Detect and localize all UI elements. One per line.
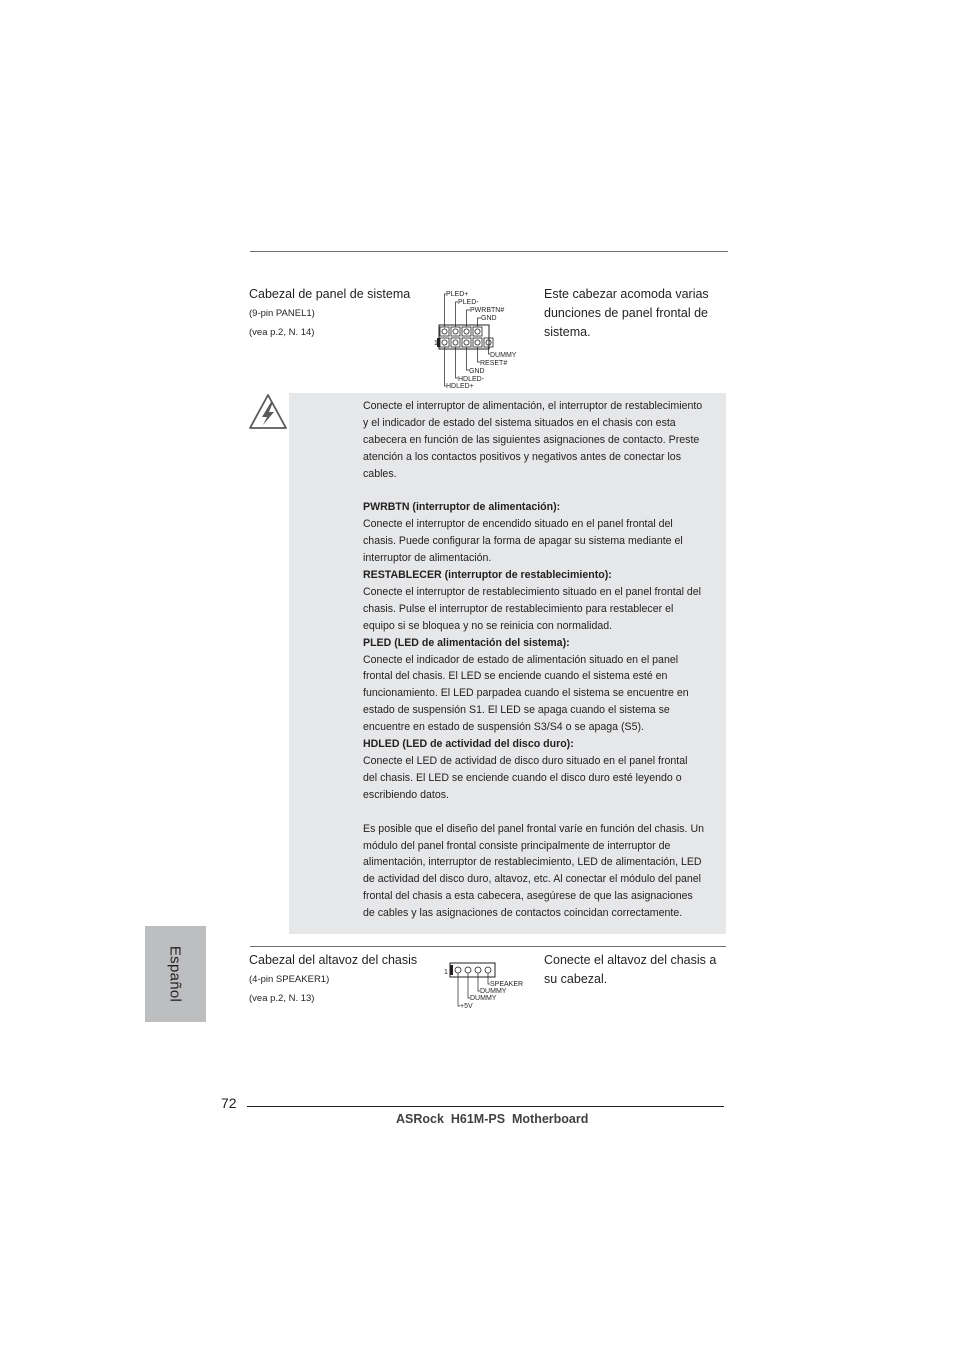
speaker-pin-diagram — [444, 960, 524, 1012]
note-line: interruptor de alimentación. — [363, 552, 492, 565]
pin-label: DUMMY — [490, 352, 517, 359]
pin-label: PWRBTN# — [470, 307, 505, 314]
note-line: alimentación, interruptor de restablecimiento, LED de alimentación, LED — [363, 856, 702, 869]
language-label: Español — [166, 945, 184, 1003]
note-line: encuentre en estado de suspensión S3/S4 o se apaga (S5). — [363, 721, 644, 734]
speaker-pin-one-marker: 1 — [444, 969, 448, 976]
language-side-tab — [145, 926, 206, 1022]
note-line: estado de suspensión S1. El LED se apaga cuando el sistema se — [363, 704, 670, 717]
note-line: módulo del panel frontal consiste principalmente de interruptor de — [363, 839, 671, 852]
footer-rule — [247, 1106, 724, 1107]
desc-line: Conecte el altavoz del chasis a — [544, 953, 717, 967]
pin-label: DUMMY — [480, 988, 507, 995]
pled-heading: PLED (LED de alimentación del sistema): — [363, 636, 570, 649]
note-line: chasis. Pulse el interruptor de restablecimiento para restablecer el — [363, 602, 674, 615]
caution-note-text — [363, 398, 725, 922]
panel-header-title: Cabezal de panel de sistema — [249, 287, 411, 301]
panel-header-ref: (vea p.2, N. 14) — [249, 327, 315, 338]
panel-header-pins: (9-pin PANEL1) — [249, 308, 315, 319]
pin-label: RESET# — [480, 360, 508, 367]
note-line: frontal del chasis. El LED se enciende cuando el sistema esté en — [363, 670, 668, 683]
pwrbtn-heading: PWRBTN (interruptor de alimentación): — [363, 501, 561, 514]
note-line: cabecera en función de las siguientes asignaciones de contacto. Preste — [363, 433, 700, 446]
note-line: del chasis. El LED se enciende cuando el disco duro esté leyendo o — [363, 771, 682, 784]
note-line: escribiendo datos. — [363, 788, 449, 801]
pin-label: HDLED- — [458, 376, 485, 383]
speaker-divider — [250, 946, 726, 947]
speaker-header-title: Cabezal del altavoz del chasis — [249, 953, 418, 967]
warning-icon — [247, 392, 289, 432]
panel-pin-diagram — [434, 288, 518, 388]
pin-label: GND — [481, 315, 497, 322]
note-line: y el indicador de estado del sistema situados en el chasis con esta — [363, 416, 676, 429]
panel-pin-row-top — [440, 327, 482, 336]
speaker-header-pins: (4-pin SPEAKER1) — [249, 974, 330, 985]
panel-pin-one-marker: 1 — [434, 340, 438, 347]
speaker-header-description — [544, 951, 734, 989]
desc-line: dunciones de panel frontal de — [544, 306, 709, 320]
note-line: Conecte el interruptor de encendido situado en el panel frontal del — [363, 518, 673, 531]
desc-line: Este cabezar acomoda varias — [544, 287, 709, 301]
hdled-heading: HDLED (LED de actividad del disco duro): — [363, 738, 574, 751]
note-line: chasis. Puede configurar la forma de apagar su sistema mediante el — [363, 535, 683, 548]
note-line: de cables y las asignaciones de contactos coincidan correctamente. — [363, 907, 683, 920]
desc-line: su cabezal. — [544, 972, 608, 986]
pin-label: SPEAKER — [490, 981, 524, 988]
note-line: Conecte el indicador de estado de alimentación situado en el panel — [363, 653, 679, 666]
note-line: Conecte el LED de actividad de disco duro situado en el panel frontal — [363, 755, 688, 768]
footer-product-name: ASRock H61M-PS Motherboard — [396, 1112, 589, 1126]
speaker-header-ref: (vea p.2, N. 13) — [249, 993, 315, 1004]
note-line: frontal del chasis a esta cabecera, asegúrese de que las asignaciones — [363, 890, 693, 903]
desc-line: sistema. — [544, 325, 591, 339]
note-line: de actividad del disco duro, altavoz, etc. Al conectar el módulo del panel — [363, 873, 702, 886]
note-line: equipo si se bloquea y no se reinicia con normalidad. — [363, 619, 613, 632]
pin-label: HDLED+ — [446, 383, 474, 388]
panel-header-description — [544, 285, 734, 342]
note-line: atención a los contactos positivos y negativos antes de conectar los — [363, 450, 681, 463]
note-line: Es posible que el diseño del panel frontal varíe en función del chasis. Un — [363, 822, 704, 835]
reset-heading: RESTABLECER (interruptor de restablecimiento): — [363, 569, 612, 582]
note-line: Conecte el interruptor de restablecimiento situado en el panel frontal del — [363, 585, 702, 598]
top-divider — [250, 251, 728, 252]
pin-label: PLED- — [458, 299, 479, 306]
pin-label: +5V — [460, 1003, 473, 1010]
page-number: 72 — [221, 1095, 237, 1111]
pin-label: GND — [469, 368, 485, 375]
note-line: Conecte el interruptor de alimentación, el interruptor de restablecimiento — [363, 400, 703, 412]
pin-label: DUMMY — [470, 995, 497, 1002]
pin-label: PLED+ — [446, 291, 469, 298]
note-line: cables. — [363, 467, 397, 480]
panel-pin-row-bottom — [440, 338, 493, 347]
note-line: funcionamiento. El LED parpadea cuando el sistema se encuentre en — [363, 687, 689, 700]
